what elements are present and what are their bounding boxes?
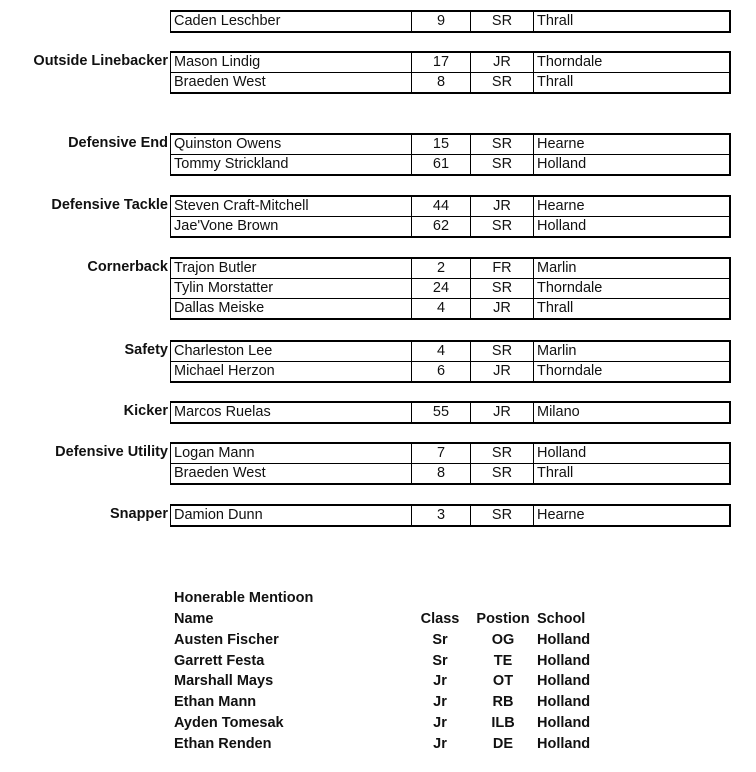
player-school: Thorndale: [533, 361, 731, 383]
position-label: Defensive Utility: [55, 444, 168, 460]
hm-player-position: TE: [493, 652, 513, 669]
hm-player-name: Ethan Renden: [174, 735, 272, 752]
player-class: JR: [470, 195, 533, 217]
player-name: Steven Craft-Mitchell: [170, 195, 412, 217]
roster-row: [0, 216, 756, 237]
roster-row: [0, 278, 756, 299]
roster-row: [0, 257, 756, 278]
player-school: Thrall: [533, 298, 731, 320]
player-class: JR: [470, 401, 533, 424]
player-number: 61: [411, 154, 470, 176]
hm-player-position: OT: [492, 673, 514, 690]
player-number: 7: [411, 442, 470, 464]
player-name: Braeden West: [170, 72, 412, 94]
hm-player-school: Holland: [537, 652, 591, 669]
hm-player-school: Holland: [537, 694, 591, 711]
header-name: Name: [174, 611, 214, 627]
hm-player-class: Sr: [432, 632, 448, 648]
player-name: Logan Mann: [170, 442, 412, 464]
header-position: Postion: [476, 611, 530, 627]
player-school: Holland: [533, 216, 731, 238]
roster-row: [0, 51, 756, 72]
player-name: Tommy Strickland: [170, 154, 412, 176]
roster-row: [0, 72, 756, 93]
roster-row: [0, 401, 756, 422]
player-number: 8: [411, 72, 470, 94]
hm-player-class: Jr: [433, 735, 447, 752]
player-number: 15: [411, 133, 470, 155]
hm-player-class: Sr: [432, 652, 448, 669]
player-class: SR: [470, 278, 533, 299]
roster-row: [0, 463, 756, 484]
honorable-mention-row: [0, 632, 756, 652]
player-name: Caden Leschber: [170, 10, 412, 33]
header-school: School: [537, 611, 586, 627]
hm-player-class: Jr: [433, 714, 447, 731]
player-class: SR: [470, 10, 533, 33]
position-label: Kicker: [123, 403, 168, 419]
player-school: Thorndale: [533, 278, 731, 299]
player-number: 24: [411, 278, 470, 299]
player-number: 17: [411, 51, 470, 73]
position-label: Defensive End: [68, 135, 168, 151]
player-school: Hearne: [533, 504, 731, 527]
player-name: Charleston Lee: [170, 340, 412, 362]
honorable-mention-row: [0, 736, 756, 756]
player-school: Thrall: [533, 10, 731, 33]
honorable-mention-row: [0, 715, 756, 735]
hm-player-name: Ethan Mann: [174, 694, 257, 711]
player-class: JR: [470, 361, 533, 383]
player-name: Quinston Owens: [170, 133, 412, 155]
player-number: 62: [411, 216, 470, 238]
roster-row: [0, 361, 756, 382]
roster-row: [0, 442, 756, 463]
player-school: Holland: [533, 154, 731, 176]
header-class: Class: [420, 611, 460, 627]
player-class: SR: [470, 72, 533, 94]
player-school: Thorndale: [533, 51, 731, 73]
position-label: Snapper: [109, 506, 168, 522]
hm-player-name: Garrett Festa: [174, 652, 265, 669]
roster-row: [0, 133, 756, 154]
player-school: Holland: [533, 442, 731, 464]
player-school: Marlin: [533, 257, 731, 279]
roster-row: [0, 504, 756, 525]
player-name: Michael Herzon: [170, 361, 412, 383]
player-number: 55: [411, 401, 470, 424]
player-number: 9: [411, 10, 470, 33]
position-label: Outside Linebacker: [33, 53, 168, 69]
player-number: 3: [411, 504, 470, 527]
player-number: 4: [411, 298, 470, 320]
player-number: 44: [411, 195, 470, 217]
player-school: Milano: [533, 401, 731, 424]
player-name: Mason Lindig: [170, 51, 412, 73]
hm-player-name: Marshall Mays: [174, 673, 274, 690]
player-school: Hearne: [533, 195, 731, 217]
player-school: Thrall: [533, 72, 731, 94]
roster-row: [0, 195, 756, 216]
player-class: JR: [470, 298, 533, 320]
player-class: JR: [470, 51, 533, 73]
hm-player-position: DE: [492, 735, 514, 752]
hm-player-name: Ayden Tomesak: [174, 714, 284, 731]
hm-player-school: Holland: [537, 673, 591, 690]
player-name: Dallas Meiske: [170, 298, 412, 320]
roster-row: [0, 298, 756, 319]
player-class: SR: [470, 463, 533, 485]
position-label: Defensive Tackle: [51, 197, 168, 213]
hm-player-name: Austen Fischer: [174, 632, 279, 648]
player-class: SR: [470, 216, 533, 238]
player-school: Thrall: [533, 463, 731, 485]
player-name: Jae'Vone Brown: [170, 216, 412, 238]
hm-player-class: Jr: [433, 673, 447, 690]
hm-player-class: Jr: [433, 694, 447, 711]
honorable-mention-header: [0, 611, 756, 631]
honorable-mention-row: [0, 653, 756, 673]
player-class: SR: [470, 340, 533, 362]
hm-player-school: Holland: [537, 735, 591, 752]
player-class: SR: [470, 442, 533, 464]
player-number: 2: [411, 257, 470, 279]
hm-player-school: Holland: [537, 632, 591, 648]
player-name: Tylin Morstatter: [170, 278, 412, 299]
player-class: SR: [470, 154, 533, 176]
roster-row: [0, 154, 756, 175]
roster-row: [0, 10, 756, 31]
player-class: SR: [470, 133, 533, 155]
honorable-mention-row: [0, 673, 756, 693]
player-name: Braeden West: [170, 463, 412, 485]
player-number: 8: [411, 463, 470, 485]
player-name: Damion Dunn: [170, 504, 412, 527]
player-number: 4: [411, 340, 470, 362]
hm-player-position: RB: [492, 694, 514, 711]
player-number: 6: [411, 361, 470, 383]
honorable-mention-title: Honerable Mentioon: [174, 590, 314, 606]
player-name: Trajon Butler: [170, 257, 412, 279]
player-class: SR: [470, 504, 533, 527]
roster-row: [0, 340, 756, 361]
player-name: Marcos Ruelas: [170, 401, 412, 424]
hm-player-position: OG: [491, 632, 515, 648]
position-label: Safety: [124, 342, 168, 358]
player-school: Hearne: [533, 133, 731, 155]
player-school: Marlin: [533, 340, 731, 362]
hm-player-school: Holland: [537, 714, 591, 731]
hm-player-position: ILB: [491, 714, 515, 731]
player-class: FR: [470, 257, 533, 279]
honorable-mention-row: [0, 694, 756, 714]
position-label: Cornerback: [87, 259, 168, 275]
